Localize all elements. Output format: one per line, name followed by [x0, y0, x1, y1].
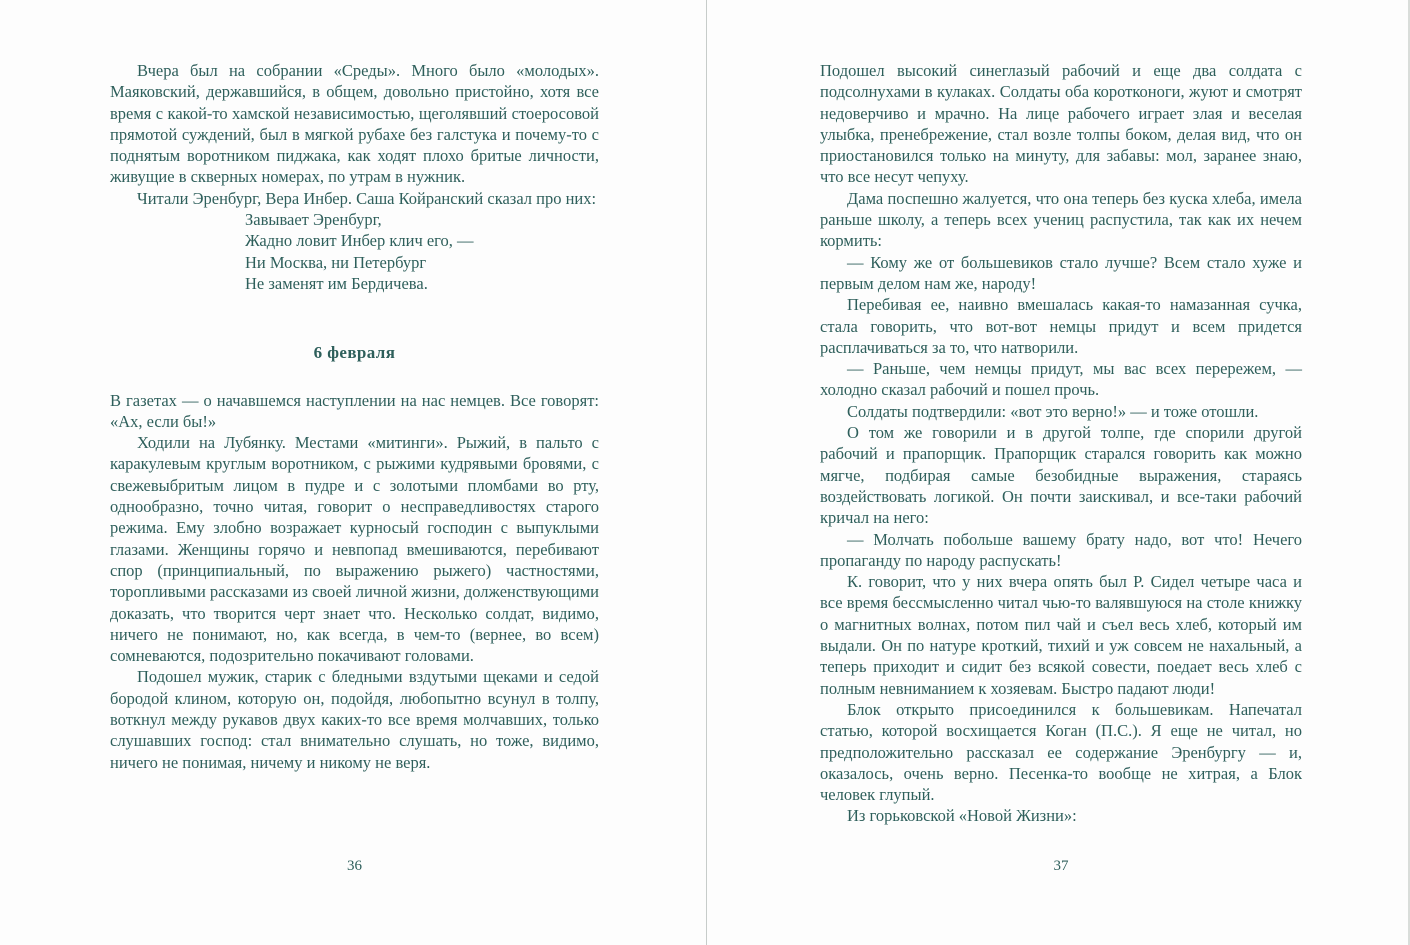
paragraph: Блок открыто присоединился к большевикам. Напечатал статью, которой восхищается Коган (П.С.). Я еще не читал, но предположительно рассказал ее содержание Эренбургу — и, оказалось, очень верно. Песенка-то вообще не хитрая, а Блок человек глупый.	[820, 699, 1302, 805]
paragraph: Дама поспешно жалуется, что она теперь без куска хлеба, имела раньше школу, а теперь всех учениц распустила, так как их нечем кормить:	[820, 188, 1302, 251]
paragraph: — Кому же от большевиков стало лучше? Всем стало хуже и первым делом нам же, народу!	[820, 252, 1302, 293]
paragraph: Солдаты подтвердили: «вот это верно!» — и тоже отошли.	[847, 401, 1259, 421]
right-page-text	[820, 60, 1302, 827]
left-page-text	[110, 60, 599, 773]
paragraph: — Молчать побольше вашему брату надо, вот что! Нечего пропаганду по народу распускать!	[820, 529, 1302, 570]
paragraph: Подошел высокий синеглазый рабочий и еще два солдата с подсолнухами в кулаках. Солдаты оба коротконоги, жуют и смотрят недоверчиво и мрачно. На лице рабочего играет злая и веселая улыбка, пренебрежение, стал возле толпы боком, делая вид, что он приостановился только на минуту, для забавы: мол, заранее знаю, что все несут чепуху.	[820, 61, 1302, 187]
paragraph: Перебивая ее, наивно вмешалась какая-то намазанная сучка, стала говорить, что вот-вот немцы придут и всем придется расплачиваться за то, что натворили.	[820, 295, 1302, 357]
verse-block	[245, 209, 599, 294]
verse-line: Завывает Эренбург,	[245, 210, 382, 230]
paragraph: Вчера был на собрании «Среды». Много было «молодых». Маяковский, державшийся, в общем, довольно пристойно, хотя все время с какой-то хамской независимостью, щеголявший стоеросовой прямотой суждений, был в мягкой рубахе без галстука и почему-то с поднятым воротником пиджака, как ходят плохо бритые личности, живущие в скверных номерах, по утрам в нужник.	[110, 61, 599, 187]
page-divider	[706, 0, 707, 945]
date-heading: 6 февраля	[313, 343, 396, 363]
verse-line: Не заменят им Бердичева.	[245, 273, 428, 293]
paragraph: Ходили на Лубянку. Местами «митинги». Рыжий, в пальто с каракулевым круглым воротником, с рыжими кудрявыми бровями, с свежевыбритым лицом в пудре и с золотыми пломбами во рту, однообразно, точно читая, говорит о несправедливостях старого режима. Ему злобно возражает курносый господин с выпуклыми глазами. Женщины горячо и невпопад вмешиваются, перебивают спор (принципиальный, по выражению рыжего) частностями, торопливыми рассказами из своей личной жизни, долженствующими доказать, что творится черт знает что. Несколько солдат, видимо, ничего не понимают, но, как всегда, в чем-то (вернее, во всем) сомневаются, подозрительно покачивают головами.	[110, 433, 599, 666]
paragraph: К. говорит, что у них вчера опять был Р. Сидел четыре часа и все время бессмысленно читал чью-то валявшуюся на столе книжку о магнитных волнах, потом пил чай и съел весь хлеб, который им выдали. Он по натуре кроткий, тихий и уж совсем не нахальный, а теперь приходит и сидит без всякой совести, поедает весь хлеб с полным невниманием к хозяевам. Быстро падают люди!	[820, 572, 1302, 698]
page-number-right: 37	[1053, 858, 1069, 874]
verse-line: Ни Москва, ни Петербург	[245, 252, 427, 272]
paragraph: Читали Эренбург, Вера Инбер. Саша Койранский сказал про них:	[137, 188, 597, 208]
paragraph: Из горьковской «Новой Жизни»:	[847, 806, 1077, 826]
verse-line: Жадно ловит Инбер клич его, —	[245, 231, 474, 251]
paragraph: В газетах — о начавшемся наступлении на нас немцев. Все говорят: «Ах, если бы!»	[110, 390, 599, 431]
page-number-left: 36	[347, 858, 362, 874]
paragraph: О том же говорили и в другой толпе, где спорили другой рабочий и прапорщик. Прапорщик старался говорить как можно мягче, подбирая самые безобидные выражения, стараясь воздействовать логикой. Он почти заискивал, и все-таки рабочий кричал на него:	[820, 423, 1302, 528]
paragraph: — Раньше, чем немцы придут, мы вас всех перережем, — холодно сказал рабочий и пошел прочь.	[820, 359, 1302, 400]
paragraph: Подошел мужик, старик с бледными вздутыми щеками и седой бородой клином, которую он, подойдя, любопытно всунул в толпу, воткнул между рукавов двух каких-то все время молчавших, только слушавших господ: стал внимательно слушать, но тоже, видимо, ничего не понимая, ничему и никому не веря.	[110, 667, 599, 772]
